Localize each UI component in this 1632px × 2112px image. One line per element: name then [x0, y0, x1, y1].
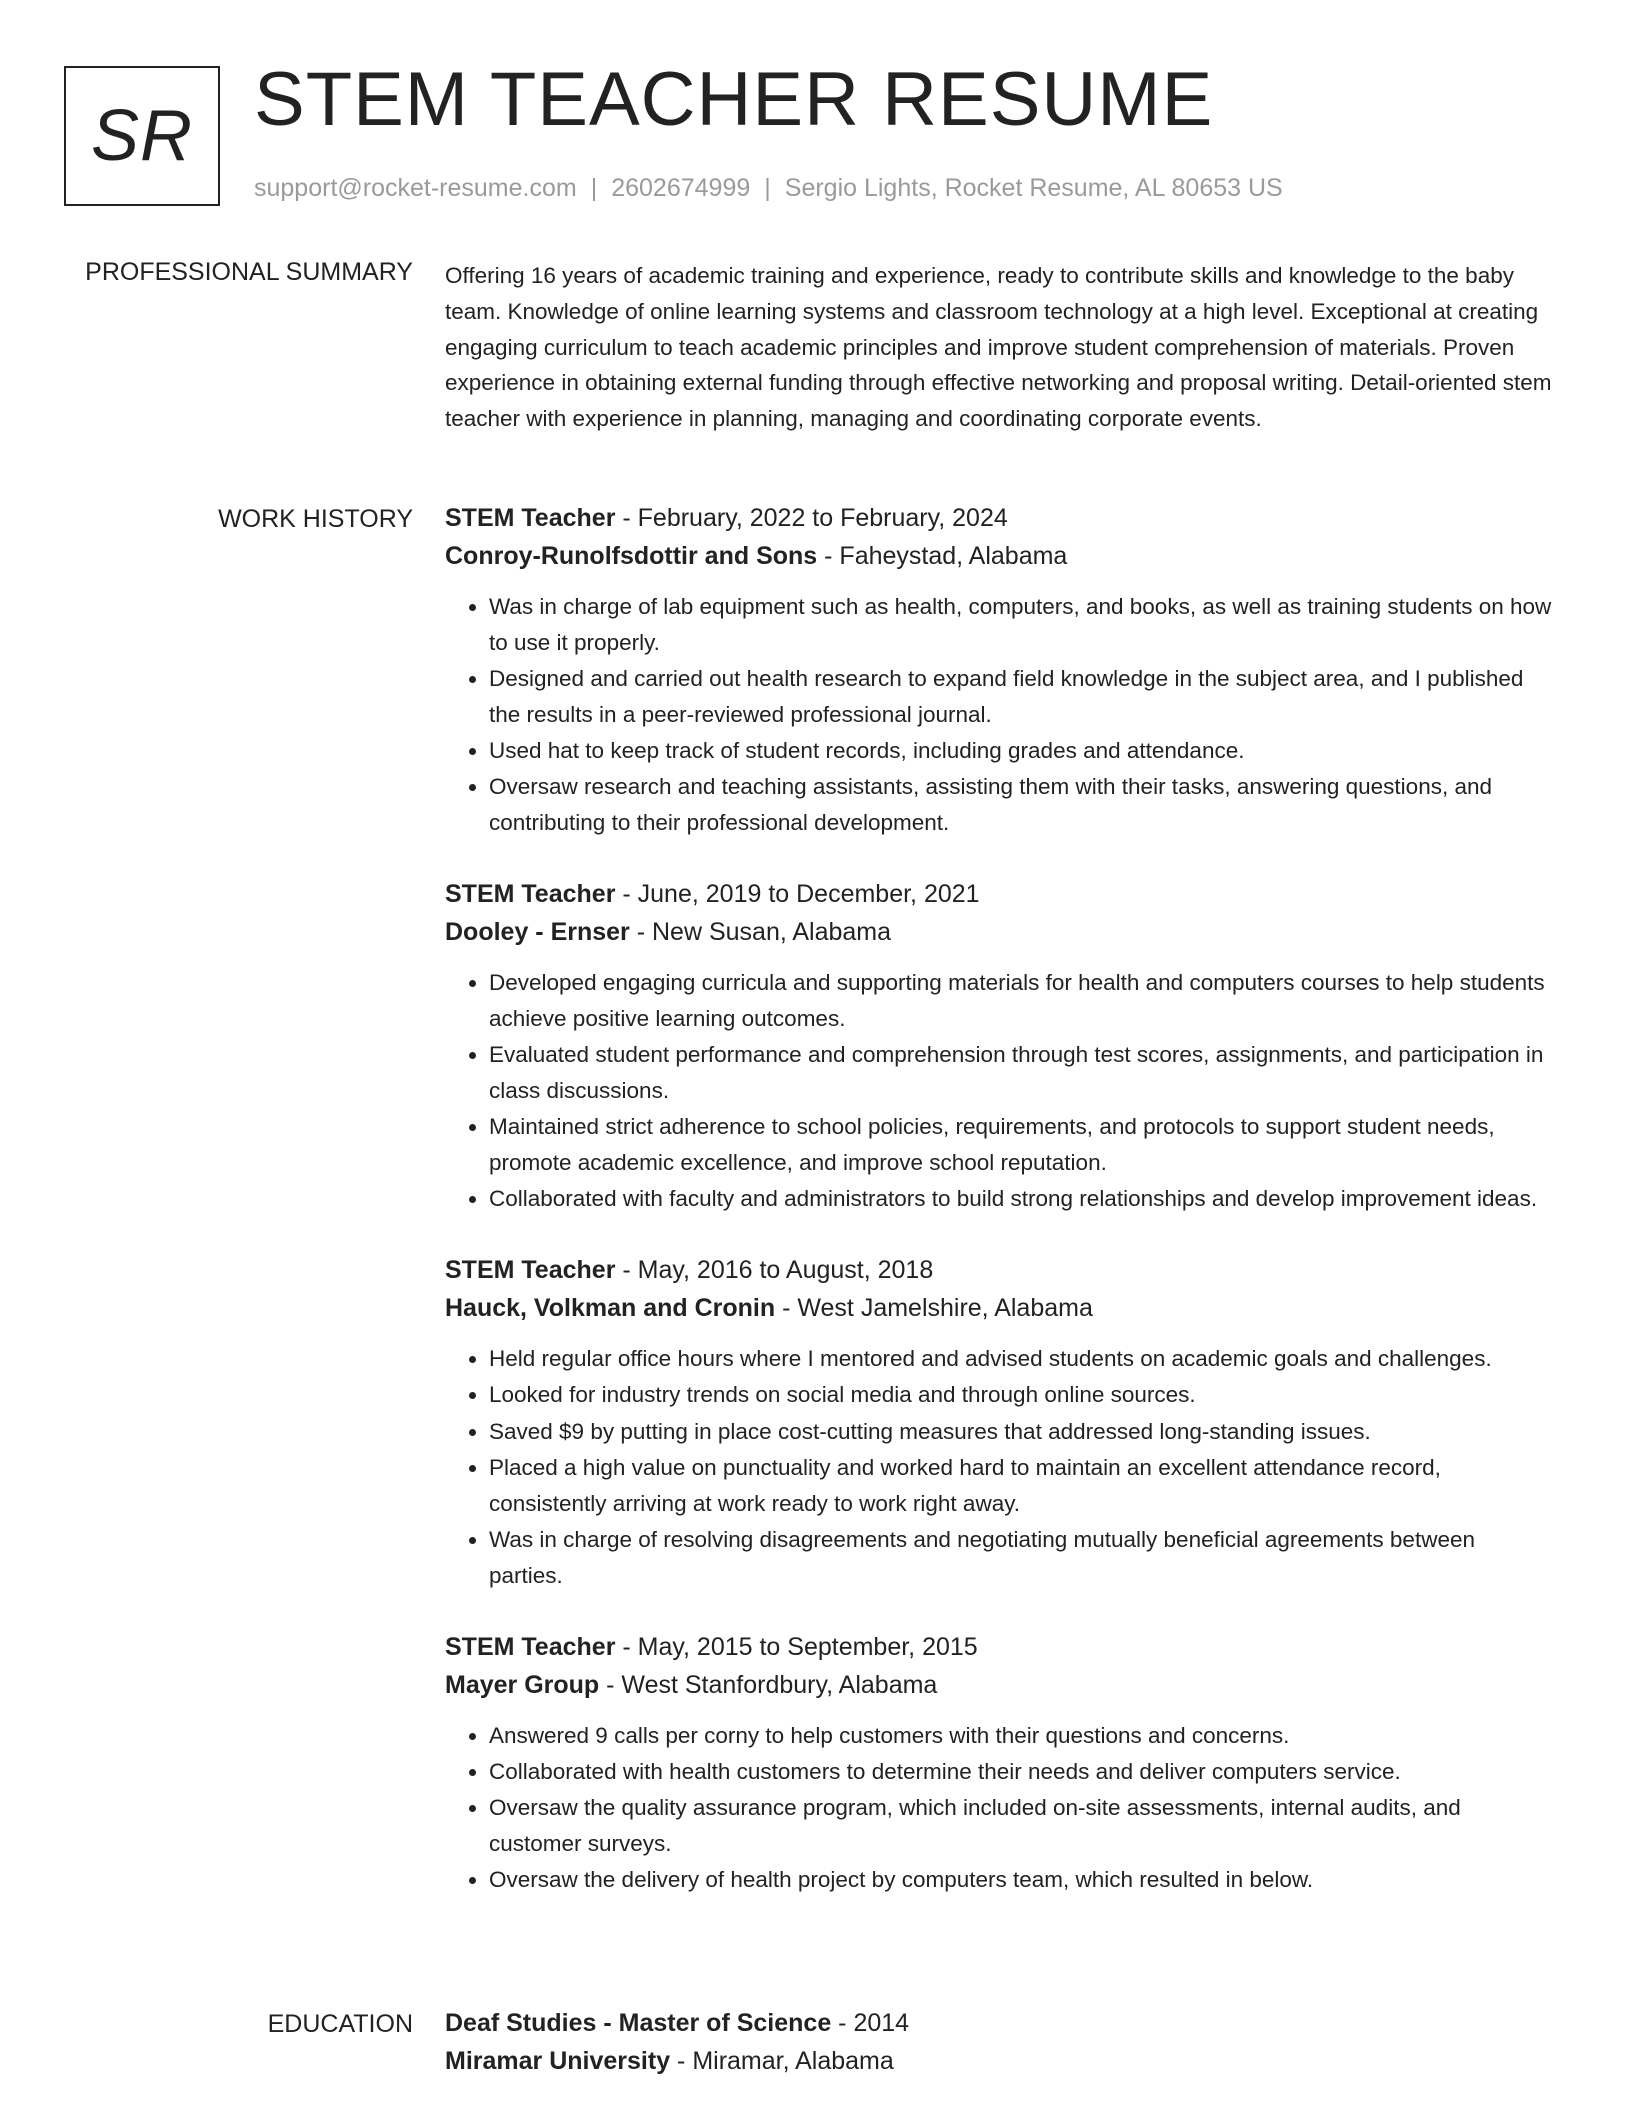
job-location: - Faheystad, Alabama — [817, 542, 1068, 570]
contact-separator: | — [590, 174, 598, 202]
job-bullets — [445, 1341, 1555, 1594]
job-bullet: • Placed a high value on punctuality and worked hard to maintain an excellent attendance record, consistently arriving at work ready to work right away. — [489, 1450, 1555, 1522]
job-company-line — [445, 913, 1555, 951]
job-entry — [445, 1251, 1555, 1594]
job-company: Conroy-Runolfsdottir and Sons — [445, 542, 818, 570]
job-bullets — [445, 965, 1555, 1217]
job-bullet: • Looked for industry trends on social media and through online sources. — [489, 1377, 1555, 1413]
job-entry — [445, 1628, 1555, 1898]
job-entry — [445, 499, 1555, 841]
education-degree: Deaf Studies - Master of Science — [445, 2009, 832, 2037]
contact-line — [254, 174, 1283, 203]
job-bullets — [445, 1718, 1555, 1898]
education-year: - 2014 — [831, 2009, 910, 2037]
job-dates: - May, 2015 to September, 2015 — [615, 1632, 978, 1661]
education-school-line — [445, 2042, 1555, 2080]
summary-body — [445, 258, 1555, 437]
job-bullet: • Held regular office hours where I mentored and advised students on academic goals and challenges. — [489, 1341, 1555, 1377]
job-bullet: • Answered 9 calls per corny to help customers with their questions and concerns. — [489, 1718, 1555, 1754]
job-bullet: • Collaborated with health customers to determine their needs and deliver computers service. — [489, 1754, 1555, 1790]
contact-address: Sergio Lights, Rocket Resume, AL 80653 US — [784, 174, 1283, 202]
work-history-label: WORK HISTORY — [218, 505, 413, 533]
job-title-line — [445, 1251, 1555, 1289]
job-title: STEM Teacher — [445, 504, 616, 532]
job-title-line — [445, 499, 1555, 537]
job-company-line — [445, 537, 1555, 575]
job-bullet: • Used hat to keep track of student records, including grades and attendance. — [489, 733, 1555, 769]
job-company: Mayer Group — [445, 1670, 600, 1699]
job-bullet: • Was in charge of resolving disagreements and negotiating mutually beneficial agreements between parties. — [489, 1522, 1555, 1594]
job-bullet: • Was in charge of lab equipment such as health, computers, and books, as well as training students on how to use it properly. — [489, 589, 1555, 661]
job-location: - West Jamelshire, Alabama — [775, 1294, 1093, 1323]
job-company-line — [445, 1289, 1555, 1327]
job-dates: - May, 2016 to August, 2018 — [615, 1256, 934, 1285]
job-bullets — [445, 589, 1555, 841]
job-company-line — [445, 1666, 1555, 1704]
work-history-body — [445, 499, 1555, 1932]
job-title-line — [445, 1628, 1555, 1666]
education-body — [445, 2004, 1555, 2080]
education-school: Miramar University — [445, 2047, 671, 2075]
job-company: Dooley - Ernser — [445, 918, 630, 947]
job-bullet: • Oversaw research and teaching assistants, assisting them with their tasks, answering questions, and contributing to their professional development. — [489, 769, 1555, 841]
monogram-badge: SR — [64, 66, 220, 206]
contact-email[interactable]: support@rocket-resume.com — [254, 174, 577, 202]
education-label: EDUCATION — [267, 2010, 413, 2038]
contact-phone[interactable]: 2602674999 — [611, 174, 751, 202]
job-bullet: • Saved $9 by putting in place cost-cutting measures that addressed long-standing issues. — [489, 1414, 1555, 1450]
job-dates: - June, 2019 to December, 2021 — [615, 880, 980, 909]
job-bullet: • Evaluated student performance and comprehension through test scores, assignments, and participation in class discussions. — [489, 1037, 1555, 1109]
summary-label: PROFESSIONAL SUMMARY — [85, 258, 413, 286]
job-bullet: • Designed and carried out health research to expand field knowledge in the subject area, and I published the results in a peer-reviewed professional journal. — [489, 661, 1555, 733]
job-bullet: • Oversaw the quality assurance program, which included on-site assessments, internal audits, and customer surveys. — [489, 1790, 1555, 1862]
contact-separator: | — [764, 174, 771, 202]
job-company: Hauck, Volkman and Cronin — [445, 1294, 776, 1323]
education-location: - Miramar, Alabama — [670, 2047, 894, 2075]
job-title: STEM Teacher — [445, 880, 616, 909]
summary-text: Offering 16 years of academic training and experience, ready to contribute skills and knowledge to the baby team. Knowledge of online learning systems and classroom technology at a high level. Exceptional at creating engaging curriculum to teach academic principles and improve student comprehension of materials. Proven experience in obtaining external funding through effective networking and proposal writing. Detail-oriented stem teacher with experience in planning, managing and coordinating corporate events. — [445, 263, 1552, 432]
job-location: - New Susan, Alabama — [629, 918, 892, 947]
job-bullet: • Oversaw the delivery of health project by computers team, which resulted in below. — [489, 1862, 1555, 1898]
job-dates: - February, 2022 to February, 2024 — [615, 504, 1008, 532]
job-location: - West Stanfordbury, Alabama — [599, 1670, 938, 1699]
job-bullet: • Developed engaging curricula and supporting materials for health and computers courses to help students achieve positive learning outcomes. — [489, 965, 1555, 1037]
job-title: STEM Teacher — [445, 1256, 616, 1285]
job-bullet: • Collaborated with faculty and administrators to build strong relationships and develop improvement ideas. — [489, 1181, 1555, 1217]
job-title: STEM Teacher — [445, 1632, 616, 1661]
job-bullet: • Maintained strict adherence to school policies, requirements, and protocols to support student needs, promote academic excellence, and improve school reputation. — [489, 1109, 1555, 1181]
education-degree-line — [445, 2004, 1555, 2042]
job-title-line — [445, 875, 1555, 913]
job-entry — [445, 875, 1555, 1217]
resume-title: STEM TEACHER RESUME — [254, 57, 1214, 142]
